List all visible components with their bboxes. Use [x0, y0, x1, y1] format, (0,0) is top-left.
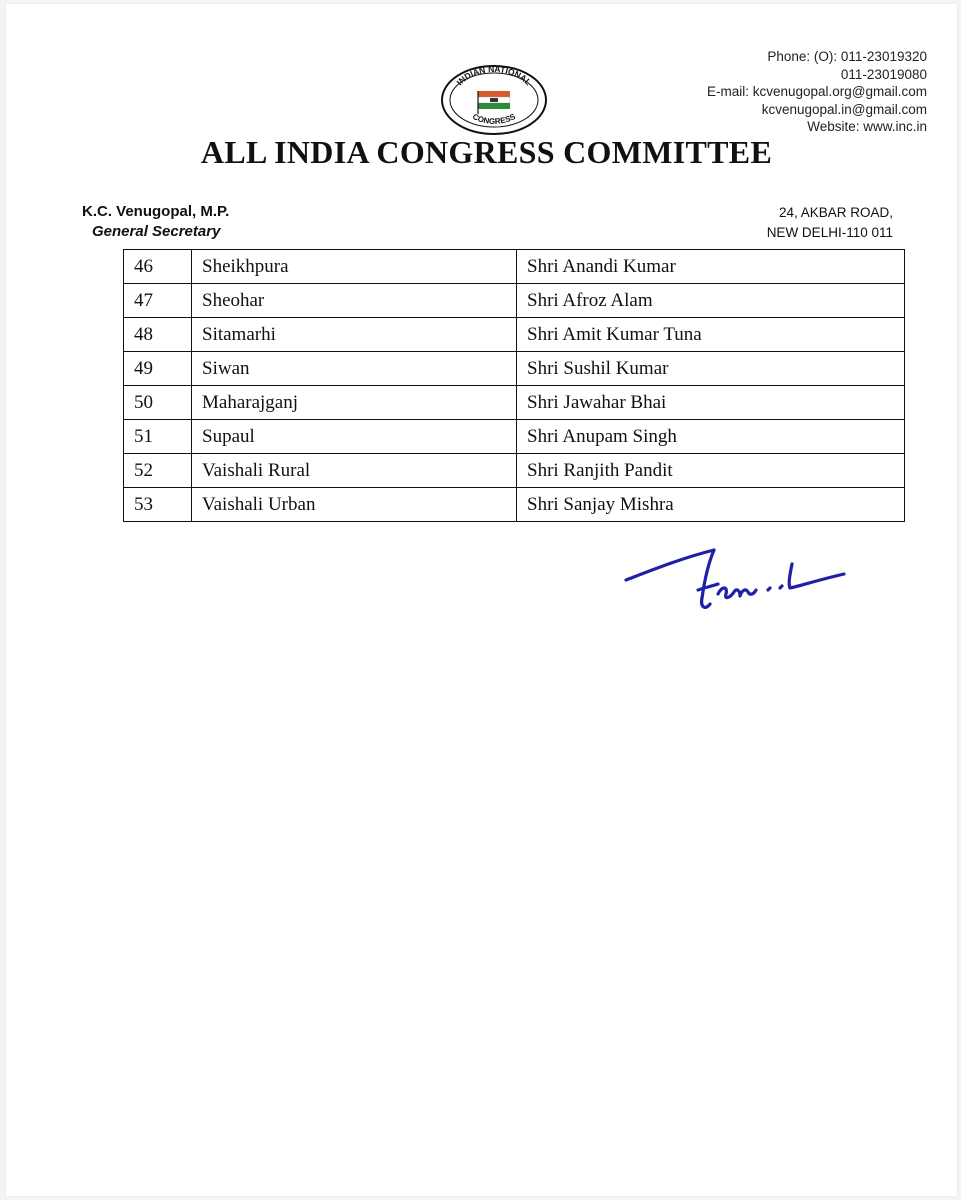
appointee-cell: Shri Jawahar Bhai — [517, 386, 905, 420]
sender-name: K.C. Venugopal, M.P. — [82, 203, 230, 220]
address-line-2: NEW DELHI-110 011 — [766, 225, 893, 240]
serial-number-cell: 53 — [124, 488, 192, 522]
table-row — [124, 318, 905, 352]
serial-number-cell: 48 — [124, 318, 192, 352]
signature-image — [622, 534, 858, 624]
district-cell: Sheikhpura — [192, 250, 517, 284]
serial-number-cell: 46 — [124, 250, 192, 284]
sender-role: General Secretary — [92, 223, 221, 240]
website-line: Website: www.inc.in — [807, 119, 927, 134]
letter-page — [6, 4, 957, 1196]
serial-number-cell: 51 — [124, 420, 192, 454]
email-line-2: kcvenugopal.in@gmail.com — [761, 101, 927, 117]
appointments-table — [123, 249, 905, 522]
district-cell: Vaishali Rural — [192, 454, 517, 488]
phone-line-2: 011-23019080 — [840, 66, 927, 82]
sender-block — [82, 202, 229, 242]
serial-number-cell: 47 — [124, 284, 192, 318]
table-row — [124, 284, 905, 318]
table-row — [124, 420, 905, 454]
district-cell: Siwan — [192, 352, 517, 386]
appointee-cell: Shri Sushil Kumar — [517, 352, 905, 386]
table-row — [124, 454, 905, 488]
district-cell: Sheohar — [192, 284, 517, 318]
logo-text-top: INDIAN NATIONAL — [454, 64, 534, 88]
email-line-1: E-mail: kcvenugopal.org@gmail.com — [706, 84, 927, 99]
address-line-1: 24, AKBAR ROAD, — [778, 205, 893, 220]
table-row — [124, 386, 905, 420]
serial-number-cell: 52 — [124, 454, 192, 488]
district-cell: Sitamarhi — [192, 318, 517, 352]
contact-block — [707, 48, 927, 136]
congress-logo — [440, 64, 548, 136]
phone-line-1: Phone: (O): 011-23019320 — [767, 49, 927, 64]
appointee-cell: Shri Ranjith Pandit — [517, 454, 905, 488]
appointee-cell: Shri Afroz Alam — [517, 284, 905, 318]
appointee-cell: Shri Anupam Singh — [517, 420, 905, 454]
appointee-cell: Shri Sanjay Mishra — [517, 488, 905, 522]
district-cell: Supaul — [192, 420, 517, 454]
logo-text-bottom: CONGRESS — [471, 112, 517, 126]
appointee-cell: Shri Amit Kumar Tuna — [517, 318, 905, 352]
organization-title: ALL INDIA CONGRESS COMMITTEE — [200, 134, 773, 170]
serial-number-cell: 50 — [124, 386, 192, 420]
table-row — [124, 250, 905, 284]
serial-number-cell: 49 — [124, 352, 192, 386]
district-cell: Vaishali Urban — [192, 488, 517, 522]
table-row — [124, 488, 905, 522]
district-cell: Maharajganj — [192, 386, 517, 420]
address-block — [767, 203, 893, 243]
appointee-cell: Shri Anandi Kumar — [517, 250, 905, 284]
table-row — [124, 352, 905, 386]
